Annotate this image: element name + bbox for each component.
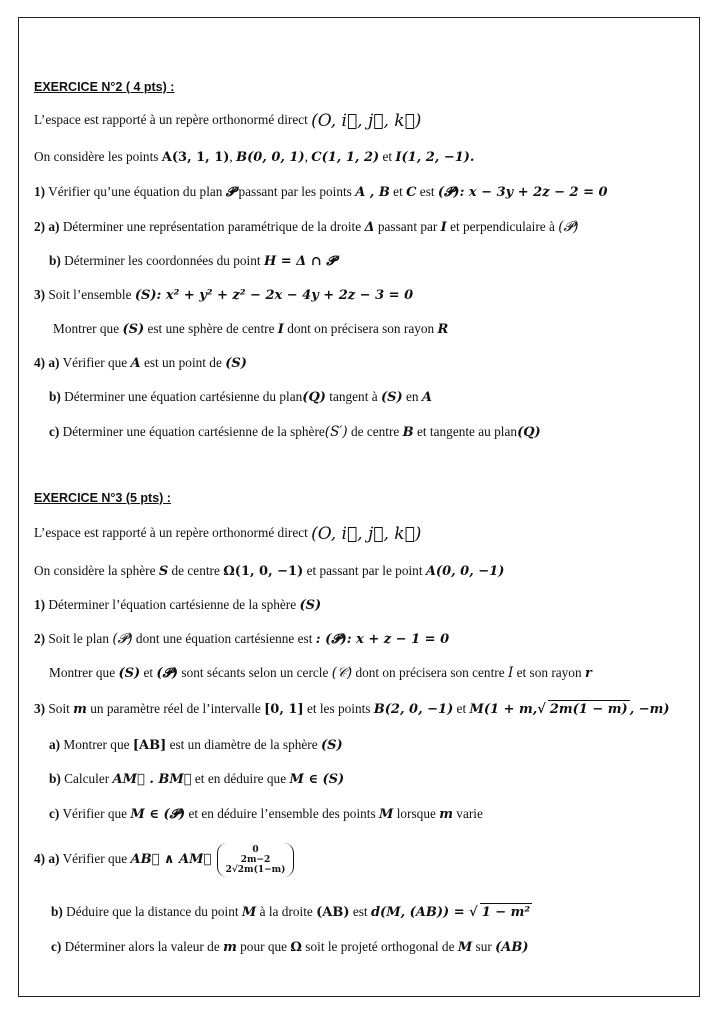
question-number: 4) a) (34, 355, 60, 370)
question-number: 2) (34, 631, 46, 646)
text: Montrer que (63, 737, 130, 752)
text: Vérifier qu’une équation du plan (48, 184, 223, 199)
line-delta: Δ (364, 220, 375, 235)
text: dont une équation cartésienne est (135, 631, 313, 646)
text: Montrer que (49, 665, 116, 680)
text: L’espace est rapporté à un repère orthonormé direct (34, 112, 308, 127)
text: soit le projeté orthogonal de (305, 939, 455, 954)
question-number: c) (49, 424, 60, 439)
point-a: A (130, 356, 141, 371)
text: est un diamètre de la sphère (169, 737, 318, 752)
text: Soit le plan (48, 631, 109, 646)
point-b: B (402, 425, 414, 440)
text: Déterminer alors la valeur de (64, 939, 220, 954)
text: Soit l’ensemble (48, 287, 132, 302)
point-i: I(1, 2, −1). (395, 150, 475, 165)
point-b: B(2, 0, −1) (373, 702, 454, 717)
plane-p: (𝓟) (156, 666, 179, 681)
ex2-line-points: On considère les points A(3, 1, 1), B(0, 0, 1), C(1, 1, 2) et I(1, 2, −1). (34, 149, 475, 165)
ex3-question-3a (49, 736, 343, 755)
text: et en déduire que (194, 771, 287, 786)
point-m: M (379, 807, 394, 822)
cross-product-vector (217, 843, 295, 877)
distance-left: d(M, (AB)) = (370, 905, 465, 920)
m-in-s: M ∈ (S) (289, 772, 345, 787)
text: On considère les points (34, 149, 159, 164)
point-m-radical: 2m(1 − m) (549, 702, 628, 717)
point-h-equation: H = Δ ∩ 𝓟 (263, 254, 336, 269)
plane-equation: (𝓟): x − 3y + 2z − 2 = 0 (437, 185, 608, 200)
ex3-line-repere (34, 524, 421, 543)
text: Calculer (64, 771, 110, 786)
vector-component-3: 2√2m(1−m) (225, 865, 286, 875)
text: Déterminer une représentation paramétrique de la droite (62, 219, 362, 234)
param-m: m (223, 940, 237, 955)
center-omega: Ω (290, 940, 302, 955)
point-m: M(1 + m,√ 2m(1 − m) , −m) (469, 702, 670, 717)
ex2-question-4c (49, 423, 541, 442)
ex3-question-4c (51, 938, 529, 957)
radius-r: r (584, 666, 592, 681)
point-i: I (440, 220, 447, 235)
question-number: 3) (34, 701, 46, 716)
point-m: M (457, 940, 473, 955)
text: Montrer que (53, 321, 120, 336)
vector-component-2: 2m−2 (240, 855, 271, 865)
plane-equation: : (𝓟): x + z − 1 = 0 (315, 632, 450, 647)
ex3-question-3c (49, 805, 483, 824)
ex2-question-1 (34, 183, 608, 202)
interval: [0, 1] (264, 702, 304, 717)
text: dont on précisera son rayon (287, 321, 435, 336)
plane-p: 𝓟 (225, 185, 236, 200)
ex3-question-4a (34, 843, 294, 877)
text: dont on précisera son centre (355, 665, 505, 680)
text: et tangente au plan (417, 424, 518, 439)
ex3-line-sphere (34, 562, 504, 581)
text: Vérifier que (62, 851, 128, 867)
sphere-s: (S) (225, 356, 247, 371)
text: passant par les points (238, 184, 352, 199)
ex3-question-1 (34, 596, 321, 615)
center-omega: Ω(1, 0, −1) (223, 564, 304, 579)
exercise-3-title: EXERCICE N°3 (5 pts) : (34, 491, 171, 505)
sphere-s: (S) (118, 666, 141, 681)
text: à la droite (259, 904, 313, 919)
text: et son rayon (516, 665, 582, 680)
question-number: 1) (34, 597, 46, 612)
ex3-question-2 (34, 630, 449, 649)
repere: (O, i⃗, j⃗, k⃗) (311, 524, 422, 544)
text: est (419, 184, 435, 199)
point-a: A(3, 1, 1) (161, 150, 230, 165)
text: sur (475, 939, 492, 954)
text: de centre (171, 563, 220, 578)
sphere-s: (S) (320, 738, 343, 753)
text: et (393, 184, 403, 199)
ex2-question-3 (34, 286, 413, 305)
distance: d(M, (AB)) = √ 1 − m² (370, 905, 531, 920)
point-m: M (241, 905, 257, 920)
text: Déterminer une équation cartésienne de la sphère (62, 424, 325, 439)
sphere-s: S (158, 564, 169, 579)
m-in-p: M ∈ (𝓟) (130, 807, 186, 822)
circle-c: (𝒞) (331, 665, 353, 681)
text: de centre (350, 424, 400, 439)
ex3-question-4b (51, 903, 532, 922)
text: et passant par le point (306, 563, 423, 578)
plane-q: (Q) (517, 425, 541, 440)
radius-r: R (437, 322, 449, 337)
vector-component-1: 0 (252, 845, 259, 855)
ex2-question-2a (34, 218, 579, 237)
text: est une sphère de centre (147, 321, 275, 336)
question-number: b) (49, 253, 61, 268)
ex3-question-2-part-2 (49, 664, 592, 683)
point-c: C (406, 185, 417, 200)
text: est un point de (143, 355, 222, 370)
ex2-question-4a (34, 354, 247, 373)
question-number: b) (51, 904, 63, 919)
text: lorsque (396, 806, 436, 821)
sphere-s: (S) (380, 390, 403, 405)
text: Déduire que la distance du point (66, 904, 239, 919)
text: On considère la sphère (34, 563, 156, 578)
param-m: m (439, 807, 453, 822)
question-number: c) (51, 939, 62, 954)
text: Soit (48, 701, 70, 716)
point-i: I (277, 322, 284, 337)
ex2-question-4b (49, 388, 432, 407)
text: un paramètre réel de l’intervalle (90, 701, 261, 716)
text: Vérifier que (62, 806, 128, 821)
question-number: b) (49, 389, 61, 404)
text: tangent à (329, 389, 378, 404)
question-number: b) (49, 771, 61, 786)
text: et les points (306, 701, 371, 716)
ex2-line-repere (34, 111, 421, 130)
line-ab: (AB) (316, 905, 350, 920)
text: pour que (240, 939, 288, 954)
text: en (406, 389, 419, 404)
plane-p: (𝓟) (112, 631, 133, 647)
param-m: m (73, 702, 87, 717)
repere: (O, i⃗, j⃗, k⃗) (311, 111, 422, 131)
point-i: I (507, 665, 514, 681)
sphere-s: (S) (122, 322, 145, 337)
point-b: B(0, 0, 1) (236, 150, 305, 165)
text: L’espace est rapporté à un repère orthonormé direct (34, 525, 308, 540)
text: varie (456, 806, 483, 821)
text: est (352, 904, 368, 919)
text: et en déduire l’ensemble des points (188, 806, 376, 821)
point-m-part-1: M(1 + m, (469, 702, 538, 717)
line-ab: (AB) (495, 940, 529, 955)
point-c: C(1, 1, 2) (311, 150, 380, 165)
cross-product: AB⃗ ∧ AM⃗ (130, 852, 212, 868)
distance-radical: 1 − m² (481, 905, 531, 920)
text: Déterminer l’équation cartésienne de la sphère (48, 597, 297, 612)
question-number: c) (49, 806, 60, 821)
text: Déterminer les coordonnées du point (64, 253, 261, 268)
text: sont sécants selon un cercle (181, 665, 329, 680)
question-number: 4) a) (34, 851, 60, 867)
text: et (382, 149, 393, 164)
text: passant par (377, 219, 438, 234)
question-number: 1) (34, 184, 46, 199)
plane-p: (𝓟) (558, 219, 579, 235)
text: Déterminer une équation cartésienne du plan (64, 389, 303, 404)
dot-product: AM⃗ . BM⃗ (112, 772, 192, 787)
points: A , B (355, 185, 390, 200)
ex2-question-3-part-2 (53, 320, 448, 339)
ex3-question-3 (34, 700, 670, 719)
sphere-equation: (S): x² + y² + z² − 2x − 4y + 2z − 3 = 0 (134, 288, 414, 303)
text: et perpendiculaire à (450, 219, 555, 234)
ex3-question-3b (49, 770, 344, 789)
point-m-part-2: , −m) (629, 702, 670, 717)
question-number: a) (49, 737, 61, 752)
text: Vérifier que (62, 355, 128, 370)
plane-q: (Q) (302, 390, 326, 405)
question-number: 3) (34, 287, 46, 302)
sphere-s: (S) (299, 598, 322, 613)
segment-ab: [AB] (132, 738, 167, 753)
ex2-question-2b (49, 252, 336, 271)
point-a: A (421, 390, 432, 405)
sphere-s-prime: (S′) (324, 424, 348, 440)
question-number: 2) a) (34, 219, 60, 234)
point-a: A(0, 0, −1) (425, 564, 505, 579)
text: et (456, 701, 467, 716)
exercise-2-title: EXERCICE N°2 ( 4 pts) : (34, 80, 175, 94)
text: et (143, 665, 154, 680)
